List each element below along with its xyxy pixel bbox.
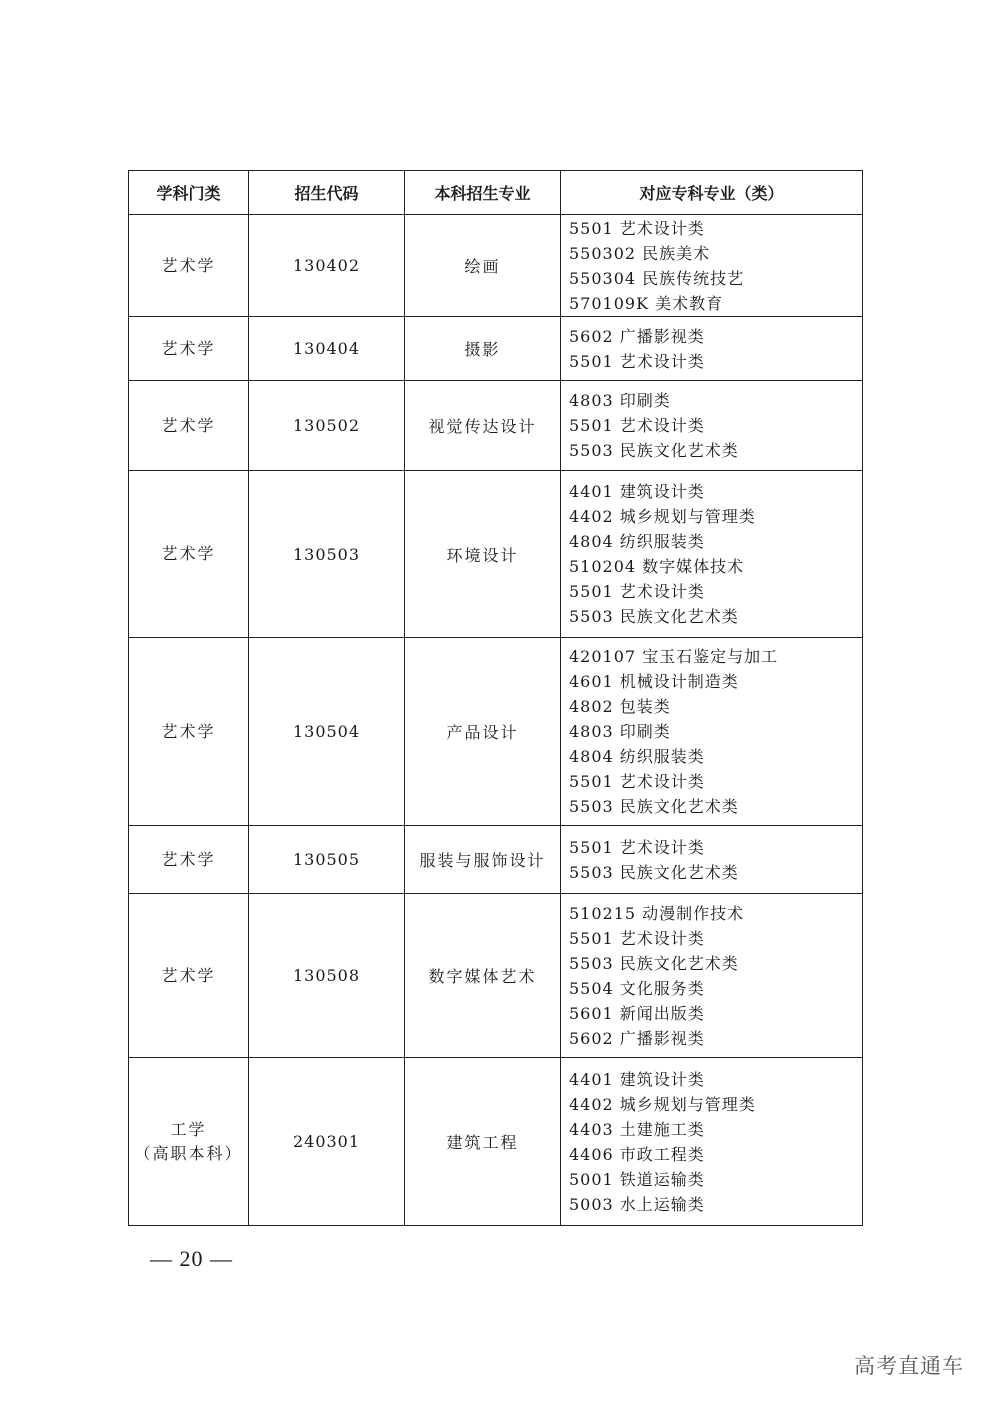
related-major-item: 570109K 美术教育: [569, 293, 724, 313]
related-major-item: 5602 广播影视类: [569, 326, 705, 346]
related-major-item: 5501 艺术设计类: [569, 218, 705, 238]
cell-major: 建筑工程: [405, 1058, 561, 1226]
category-text: 艺术学: [161, 338, 216, 358]
table-header-row: [129, 171, 863, 215]
cell-related-majors: [561, 317, 863, 381]
related-major-item: 4803 印刷类: [569, 391, 671, 410]
majors-table: [128, 170, 863, 1226]
related-major-item: 5501 艺术设计类: [569, 837, 705, 857]
cell-major: 摄影: [405, 317, 561, 381]
related-major-item: 5503 民族文化艺术类: [569, 953, 739, 973]
table-row: [129, 471, 863, 638]
cell-related-majors: [561, 215, 863, 317]
related-major-item: 5501 艺术设计类: [569, 772, 705, 791]
table-body: [129, 215, 863, 1226]
category-text: 艺术学: [161, 721, 216, 741]
related-major-item: 4402 城乡规划与管理类: [569, 1094, 756, 1114]
related-major-item: 5003 水上运输类: [569, 1194, 705, 1214]
cell-code: 130503: [249, 471, 405, 638]
watermark: 高考直通车: [854, 1354, 964, 1378]
cell-related-majors: [561, 638, 863, 826]
category-text: 艺术学: [161, 415, 216, 435]
table-row: [129, 215, 863, 317]
related-major-item: 5501 艺术设计类: [569, 582, 705, 601]
cell-category: [129, 317, 249, 381]
related-major-item: 550304 民族传统技艺: [569, 268, 745, 288]
category-text: 艺术学: [161, 255, 216, 275]
table-row: [129, 826, 863, 894]
category-text: 工学: [170, 1119, 207, 1139]
cell-related-majors: [561, 826, 863, 894]
cell-category: [129, 381, 249, 471]
related-major-item: 4804 纺织服装类: [569, 532, 705, 551]
category-text: 艺术学: [161, 965, 216, 985]
cell-major: 服装与服饰设计: [405, 826, 561, 894]
related-major-item: 5001 铁道运输类: [569, 1169, 705, 1189]
cell-code: 130504: [249, 638, 405, 826]
related-major-item: 5504 文化服务类: [569, 978, 705, 998]
table-row: [129, 381, 863, 471]
header-related: 对应专科专业（类）: [561, 171, 863, 215]
related-major-item: 4402 城乡规划与管理类: [569, 507, 756, 526]
related-major-item: 5503 民族文化艺术类: [569, 862, 739, 882]
cell-major: 数字媒体艺术: [405, 894, 561, 1058]
category-text: 艺术学: [161, 544, 216, 563]
related-major-item: 4401 建筑设计类: [569, 1069, 705, 1089]
cell-code: 130404: [249, 317, 405, 381]
cell-category: [129, 638, 249, 826]
related-major-item: 4803 印刷类: [569, 722, 671, 741]
cell-related-majors: [561, 894, 863, 1058]
cell-category: [129, 471, 249, 638]
cell-major: 绘画: [405, 215, 561, 317]
header-category: 学科门类: [129, 171, 249, 215]
cell-related-majors: [561, 471, 863, 638]
related-major-item: 4802 包装类: [569, 697, 671, 716]
cell-related-majors: [561, 381, 863, 471]
table-row: [129, 317, 863, 381]
related-major-item: 5501 艺术设计类: [569, 928, 705, 948]
table-row: [129, 638, 863, 826]
table-row: [129, 894, 863, 1058]
category-text: 艺术学: [161, 849, 216, 869]
related-major-item: 5501 艺术设计类: [569, 351, 705, 371]
related-major-item: 5501 艺术设计类: [569, 416, 705, 435]
related-major-item: 510204 数字媒体技术: [569, 557, 745, 576]
related-major-item: 4406 市政工程类: [569, 1144, 705, 1164]
related-major-item: 5503 民族文化艺术类: [569, 797, 739, 816]
related-major-item: 5503 民族文化艺术类: [569, 441, 739, 460]
cell-category: [129, 826, 249, 894]
header-major: 本科招生专业: [405, 171, 561, 215]
related-major-item: 5503 民族文化艺术类: [569, 607, 739, 626]
cell-category: [129, 1058, 249, 1226]
related-major-item: 4401 建筑设计类: [569, 482, 705, 501]
cell-code: 130505: [249, 826, 405, 894]
related-major-item: 5601 新闻出版类: [569, 1003, 705, 1023]
related-major-item: 4403 土建施工类: [569, 1119, 705, 1139]
cell-code: 130508: [249, 894, 405, 1058]
cell-category: [129, 894, 249, 1058]
cell-major: 视觉传达设计: [405, 381, 561, 471]
header-code: 招生代码: [249, 171, 405, 215]
cell-code: 130402: [249, 215, 405, 317]
category-text: （高职本科）: [134, 1143, 243, 1163]
related-major-item: 4601 机械设计制造类: [569, 672, 739, 691]
cell-category: [129, 215, 249, 317]
related-major-item: 5602 广播影视类: [569, 1028, 705, 1048]
cell-code: 240301: [249, 1058, 405, 1226]
page-number: — 20 —: [150, 1246, 233, 1271]
related-major-item: 510215 动漫制作技术: [569, 903, 745, 923]
cell-related-majors: [561, 1058, 863, 1226]
related-major-item: 420107 宝玉石鉴定与加工: [569, 647, 779, 666]
table-row: [129, 1058, 863, 1226]
related-major-item: 550302 民族美术: [569, 243, 711, 263]
related-major-item: 4804 纺织服装类: [569, 747, 705, 766]
cell-major: 环境设计: [405, 471, 561, 638]
cell-code: 130502: [249, 381, 405, 471]
cell-major: 产品设计: [405, 638, 561, 826]
